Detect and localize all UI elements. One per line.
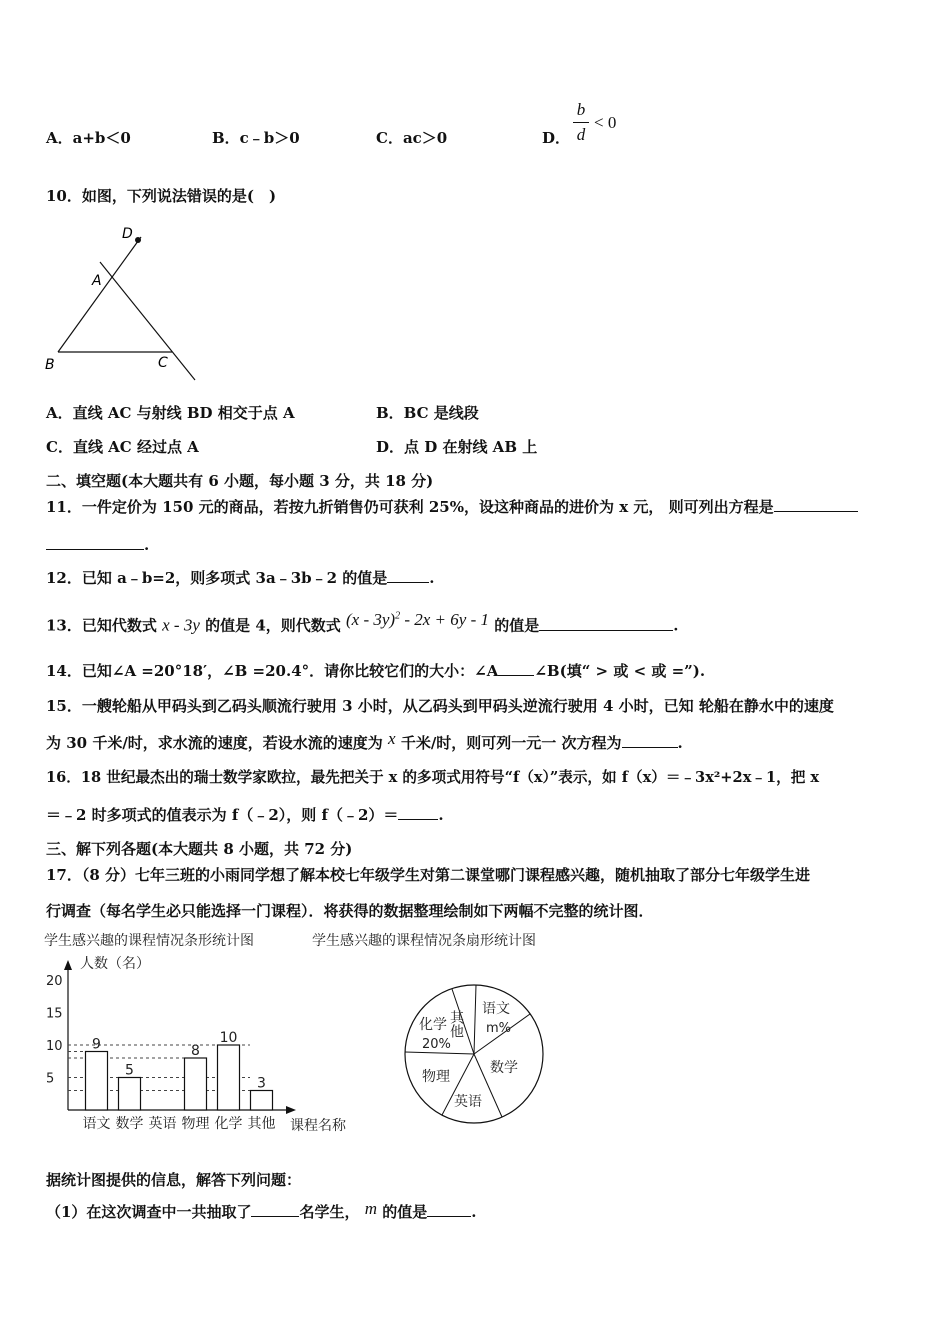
q10-stem: 10．如图，下列说法错误的是( ) xyxy=(46,187,277,205)
q12 xyxy=(46,568,435,588)
q17-sub1-pre: （1）在这次调查中一共抽取了 xyxy=(46,1203,252,1221)
label-c: C xyxy=(158,355,168,371)
q9-option-d xyxy=(542,128,570,148)
q15-line2-post: 千米/时，则可列一元一 次方程为 xyxy=(400,734,622,752)
pie-divider xyxy=(474,985,476,1054)
q16-line2-text: ＝﹣2 时多项式的值表示为 f（﹣2），则 f（﹣2）＝ xyxy=(46,806,399,824)
q9-option-d-label: D． xyxy=(542,129,571,147)
ray-bd xyxy=(58,237,141,352)
y-tick-label: 15 xyxy=(46,1006,63,1022)
y-axis-arrow xyxy=(64,960,72,970)
q17-sub1-mid: 名学生， xyxy=(299,1203,360,1221)
q10-figure xyxy=(40,222,210,387)
bar-value-label: 8 xyxy=(191,1043,200,1059)
bar-value-label: 3 xyxy=(257,1075,266,1092)
bar xyxy=(218,1045,240,1110)
q17-sub1-post: 的值是 xyxy=(382,1203,428,1221)
bar-value-label: 9 xyxy=(92,1036,101,1053)
q9-fraction-relation: < 0 xyxy=(594,113,617,132)
q13-expr2-base: (x - 3y) xyxy=(346,609,396,629)
q10-option-d: D．点 D 在射线 AB 上 xyxy=(376,438,538,456)
answer-blank xyxy=(774,497,858,512)
pie-label-other: 其他 xyxy=(448,1010,464,1038)
pie-chart xyxy=(400,982,550,1132)
bar-chart-xlabel: 课程名称 xyxy=(290,1118,346,1134)
x-category-label: 化学 xyxy=(214,1116,243,1132)
q17-line2: 行调查（每名学生必只能选择一门课程）．将获得的数据整理绘制如下两幅不完整的统计图． xyxy=(46,902,654,920)
answer-blank xyxy=(387,568,429,583)
q13-mid: 的值是 4，则代数式 xyxy=(205,616,341,635)
q13-expr2-sup: 2 xyxy=(395,610,401,621)
q9-fraction xyxy=(573,100,589,145)
bar xyxy=(119,1078,141,1111)
q15-line1: 15．一艘轮船从甲码头到乙码头顺流行驶用 3 小时，从乙码头到甲码头逆流行驶用 4 小时，已知 轮船在静水中的速度 xyxy=(46,697,834,715)
x-category-label: 数学 xyxy=(115,1116,144,1132)
q15-end: . xyxy=(677,734,683,752)
y-tick-label: 10 xyxy=(46,1039,63,1054)
q9-option-a: A．a+b＜0 xyxy=(46,129,131,147)
x-axis-arrow xyxy=(286,1106,296,1114)
x-category-label: 语文 xyxy=(82,1116,111,1132)
q13-end: . xyxy=(673,616,679,635)
q13-expr1: x - 3y xyxy=(162,615,200,635)
pie-label-math: 数学 xyxy=(490,1060,518,1076)
answer-blank xyxy=(427,1202,471,1217)
bar xyxy=(86,1052,108,1111)
q16-line1: 16．18 世纪最杰出的瑞士数学家欧拉，最先把关于 x 的多项式用符号“f（x）”表示，如 f（x）＝﹣3x²+2x﹣1，把 x xyxy=(46,769,820,786)
label-d: D xyxy=(122,226,133,242)
y-tick-label: 5 xyxy=(46,1071,55,1087)
q13-post: 的值是 xyxy=(494,616,540,635)
bar-chart-title: 学生感兴趣的课程情况条形统计图 xyxy=(44,933,254,949)
q9-option-c: C．ac＞0 xyxy=(376,129,448,147)
answer-blank xyxy=(251,1202,299,1217)
pie-value-chemistry: 20% xyxy=(422,1037,451,1052)
q12-end: . xyxy=(429,569,435,587)
label-a: A xyxy=(92,273,102,289)
bar-value-label: 5 xyxy=(125,1062,134,1079)
pie-label-chemistry: 化学 xyxy=(419,1017,447,1033)
q11-line1 xyxy=(46,497,858,517)
q9-fraction-numerator: b xyxy=(576,100,586,119)
q9-option-b: B．c﹣b＞0 xyxy=(212,129,300,147)
q15-line2-pre: 为 30 千米/时，求水流的速度，若设水流的速度为 xyxy=(46,734,383,752)
pie-chart-title: 学生感兴趣的课程情况条扇形统计图 xyxy=(312,933,536,949)
q16-end: . xyxy=(438,806,444,824)
bar-value-label: 10 xyxy=(219,1030,238,1046)
q14-pre: 14．已知∠A =20°18′，∠B =20.4°．请你比较它们的大小：∠A xyxy=(46,662,499,680)
x-category-label: 物理 xyxy=(181,1116,210,1132)
answer-blank xyxy=(46,535,144,550)
q17-line1: 17．（8 分）七年三班的小雨同学想了解本校七年级学生对第二课堂哪门课程感兴趣，随机抽取了部分七年级学生进 xyxy=(46,866,811,884)
q17-sub1-end: . xyxy=(471,1203,477,1221)
q13 xyxy=(46,609,679,636)
bar-chart xyxy=(40,928,370,1138)
q11-line2 xyxy=(46,535,149,555)
q11-text: 11．一件定价为 150 元的商品，若按九折销售仍可获利 25%，设这种商品的进价为 x 元， 则可列出方程是 xyxy=(46,498,774,516)
q17-info: 据统计图提供的信息，解答下列问题： xyxy=(46,1171,302,1189)
pie-value-chinese: m% xyxy=(486,1021,512,1036)
q13-pre: 13．已知代数式 xyxy=(46,616,157,635)
q11-end: . xyxy=(144,536,150,554)
q14 xyxy=(46,661,705,681)
bar xyxy=(251,1091,273,1111)
x-category-label: 英语 xyxy=(148,1116,177,1132)
x-category-label: 其他 xyxy=(247,1116,276,1132)
q13-expr2-rest: - 2x + 6y - 1 xyxy=(400,609,489,629)
q13-expr2 xyxy=(346,610,489,629)
answer-blank xyxy=(539,616,673,631)
answer-blank xyxy=(622,733,678,748)
answer-blank xyxy=(398,805,438,820)
pie-label-english: 英语 xyxy=(454,1094,482,1110)
q15-line2 xyxy=(46,729,683,753)
pie-label-physics: 物理 xyxy=(422,1069,450,1085)
section-3-heading: 三、解下列各题(本大题共 8 小题，共 72 分) xyxy=(46,840,353,858)
bar-chart-ylabel: 人数（名） xyxy=(80,956,150,972)
q10-option-a: A．直线 AC 与射线 BD 相交于点 A xyxy=(46,404,295,422)
label-b: B xyxy=(45,357,55,373)
point-d xyxy=(135,237,141,243)
pie-label-chinese: 语文 xyxy=(482,1001,510,1017)
line-ac xyxy=(100,262,195,380)
q14-post: ∠B(填“ > 或 < 或 =”). xyxy=(534,662,706,680)
q15-var: x xyxy=(388,729,396,748)
y-tick-label: 20 xyxy=(46,974,63,989)
q10-option-c: C．直线 AC 经过点 A xyxy=(46,438,199,456)
section-2-heading: 二、填空题(本大题共有 6 小题，每小题 3 分，共 18 分) xyxy=(46,472,434,490)
pie-divider xyxy=(405,1052,474,1054)
q16-line2 xyxy=(46,805,444,825)
bar xyxy=(185,1058,207,1110)
q9-fraction-denominator: d xyxy=(576,125,586,144)
q17-var-m: m xyxy=(364,1199,377,1218)
q10-option-b: B．BC 是线段 xyxy=(376,404,479,422)
fraction-bar xyxy=(573,122,589,123)
q17-sub1 xyxy=(46,1199,477,1222)
q12-text: 12．已知 a﹣b=2，则多项式 3a﹣3b﹣2 的值是 xyxy=(46,569,388,587)
answer-blank xyxy=(498,661,534,676)
